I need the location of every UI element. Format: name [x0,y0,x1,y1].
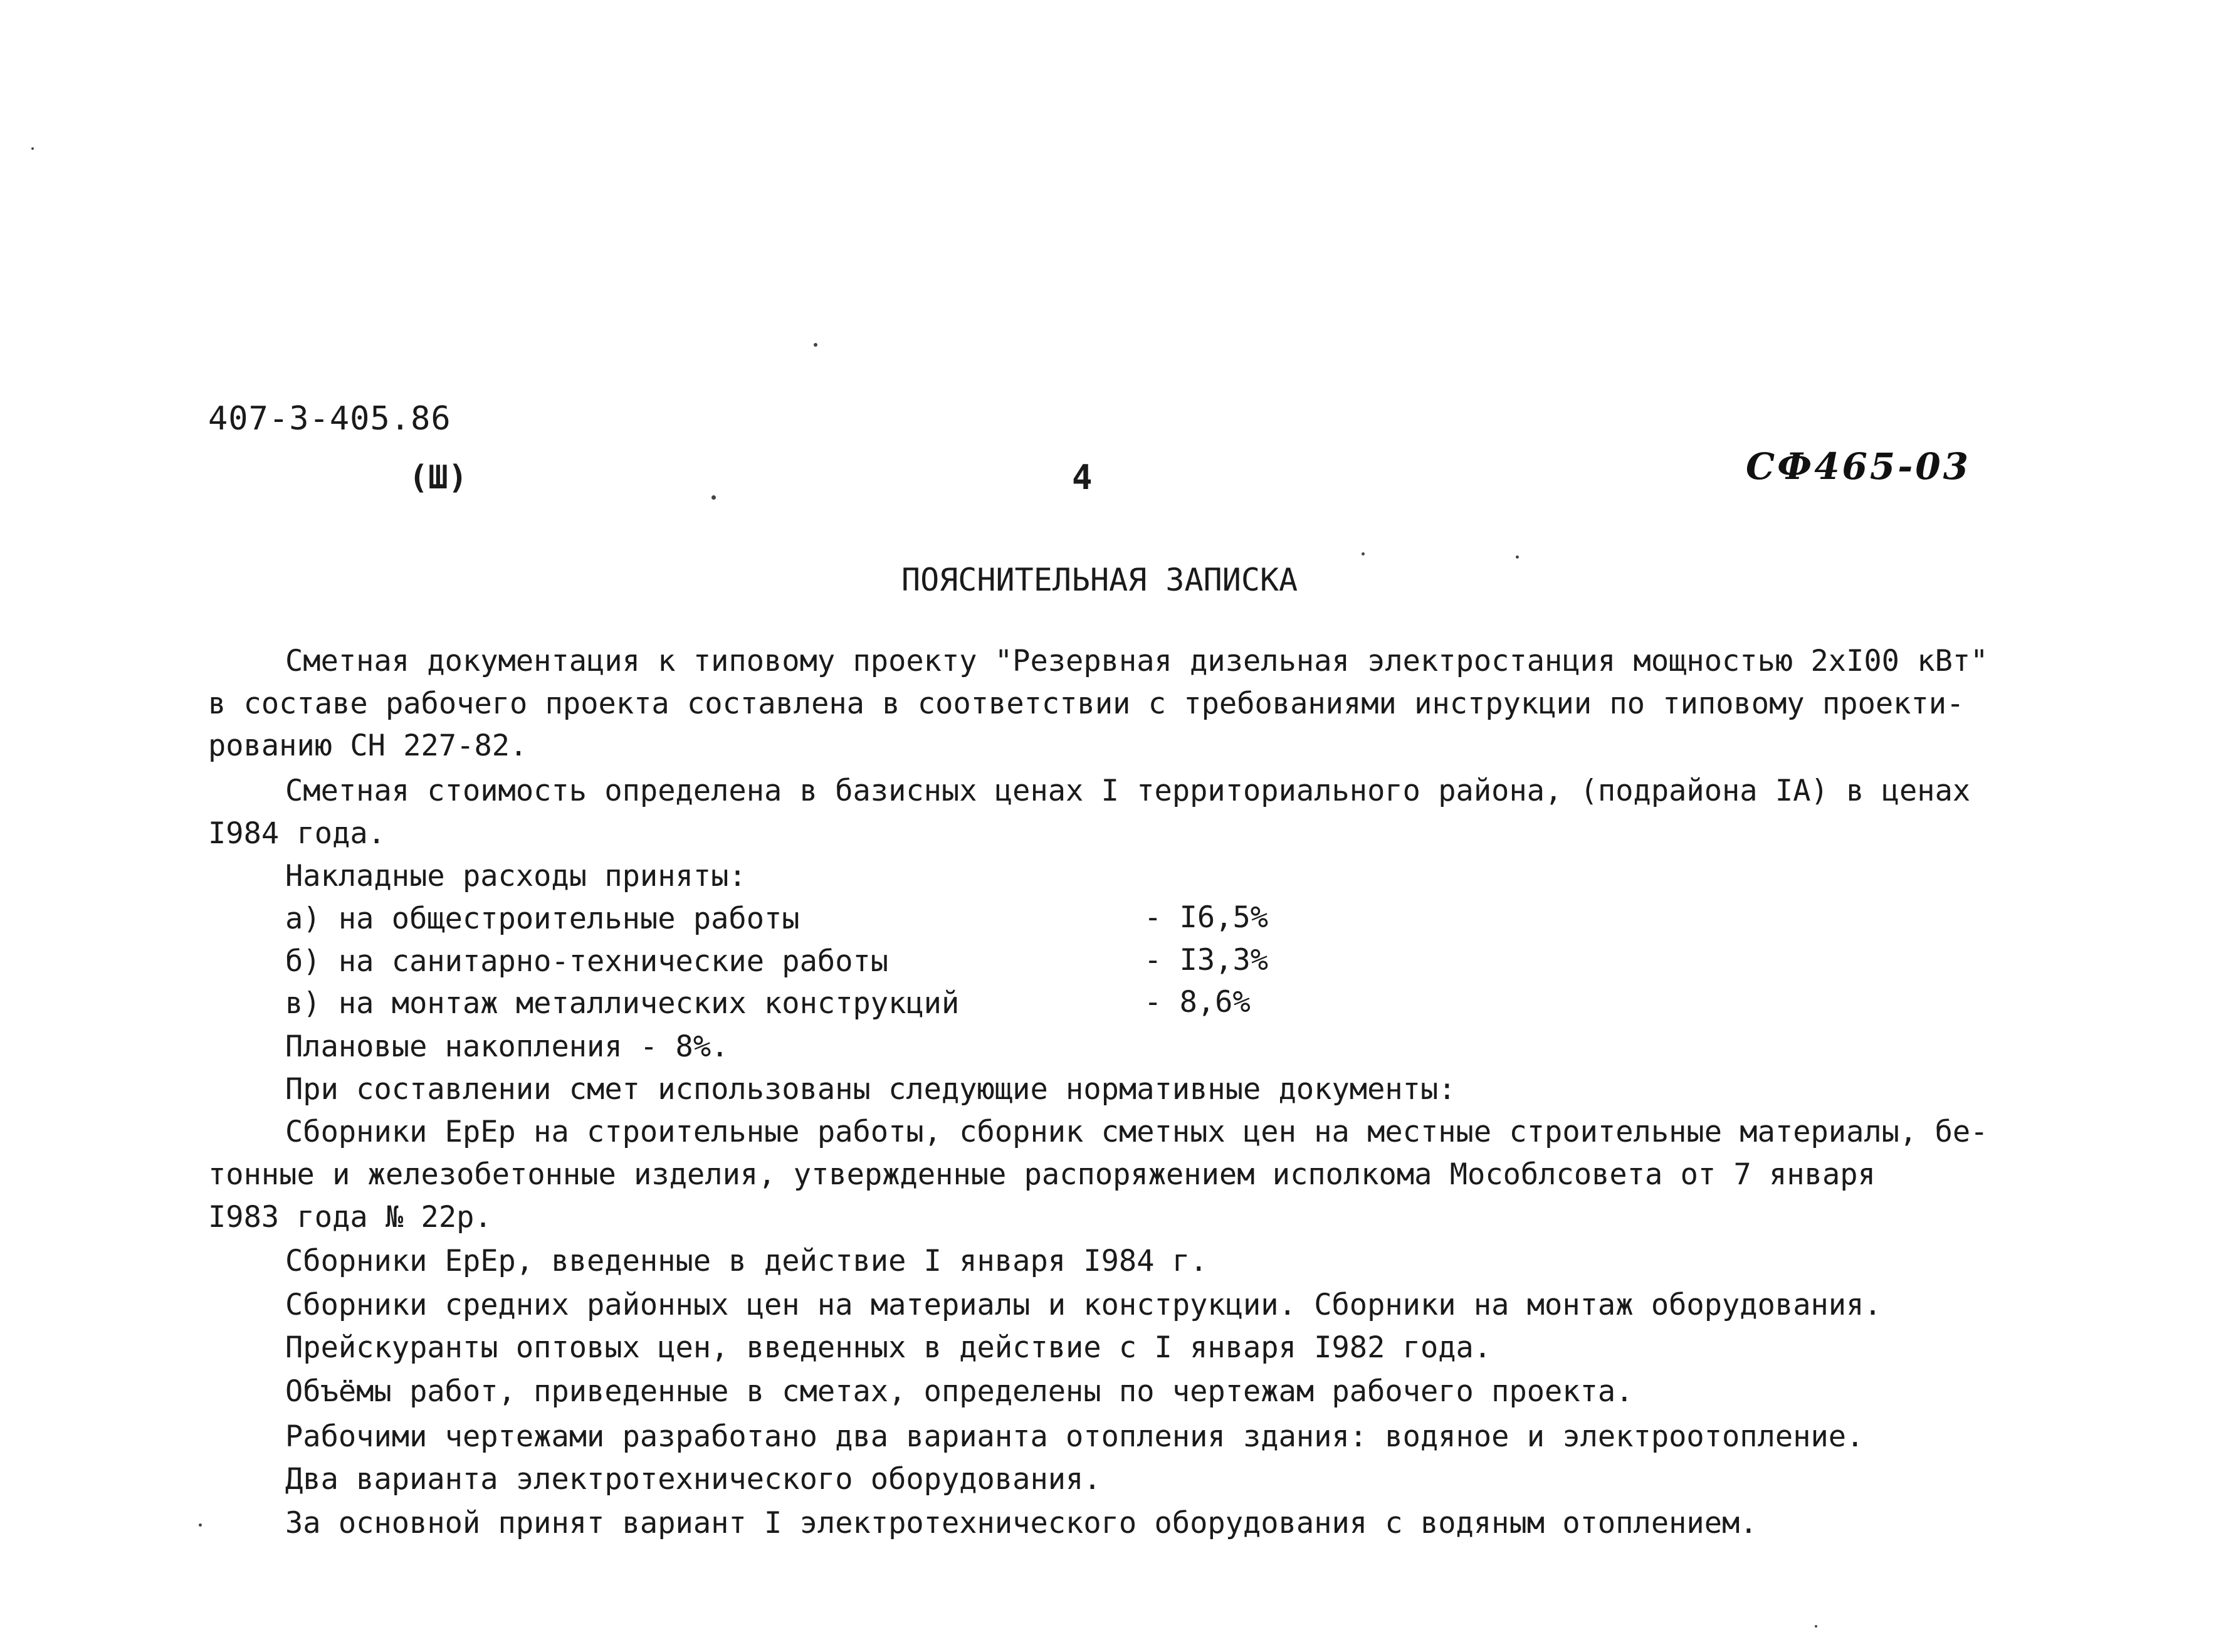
scan-speck [1362,552,1365,555]
text-line: При составлении смет использованы следующие нормативные документы: [285,1072,1456,1107]
overhead-item-value: - I3,3% [1144,943,1269,977]
text-line: За основной принят вариант I электротехнического оборудования с водяным отоплением. [285,1506,1758,1540]
overhead-item-label: а) на общестроительные работы [285,902,800,936]
overhead-item-value: - 8,6% [1144,985,1251,1019]
text-line: Сборники ЕрЕр на строительные работы, сборник сметных цен на местные строительные материалы, бе- [285,1115,1988,1149]
page-number: 4 [1072,458,1093,497]
scan-speck [1516,555,1519,559]
overhead-item-label: б) на санитарно-технические работы [285,944,889,979]
text-line: Два варианта электротехнического оборудования. [285,1462,1101,1497]
scan-speck [199,1523,202,1527]
document-code: 407-3-405.86 [208,400,451,438]
text-line: Объёмы работ, приведенные в сметах, определены по чертежам рабочего проекта. [285,1374,1634,1409]
page-title: ПОЯСНИТЕЛЬНАЯ ЗАПИСКА [901,562,1298,598]
scan-speck [1815,1625,1817,1628]
scan-speck [31,147,34,150]
overhead-item-label: в) на монтаж металлических конструкций [285,986,960,1021]
scan-speck [814,343,817,347]
scan-speck [711,495,716,500]
text-line: тонные и железобетонные изделия, утвержденные распоряжением исполкома Мособлсовета от 7 января [208,1157,1876,1192]
overheads-heading: Накладные расходы приняты: [285,859,747,893]
text-line: I984 года. [208,816,386,851]
series-mark: (Ш) [409,459,468,497]
text-line: Сметная документация к типовому проекту "Резервная дизельная электростанция мощностью 2хI00 кВт" [285,644,1988,678]
text-line: рованию СН 227-82. [208,729,528,763]
text-line: в составе рабочего проекта составлена в соответствии с требованиями инструкции по типовому проекти- [208,687,1965,721]
text-line: Сборники ЕрЕр, введенные в действие I января I984 г. [285,1244,1208,1278]
text-line: I983 года № 22р. [208,1200,492,1234]
text-line: Сметная стоимость определена в базисных ценах I территориального района, (подрайона IА) в ценах [285,774,1971,808]
overhead-item-value: - I6,5% [1144,900,1269,935]
text-line: Плановые накопления - 8%. [285,1029,729,1064]
handwritten-registration-mark: СФ465-03 [1746,445,1971,488]
text-line: Прейскуранты оптовых цен, введенных в действие с I января I982 года. [285,1330,1492,1365]
text-line: Рабочими чертежами разработано два варианта отопления здания: водяное и электроотопление. [285,1419,1864,1454]
text-line: Сборники средних районных цен на материалы и конструкции. Сборники на монтаж оборудования. [285,1288,1882,1322]
